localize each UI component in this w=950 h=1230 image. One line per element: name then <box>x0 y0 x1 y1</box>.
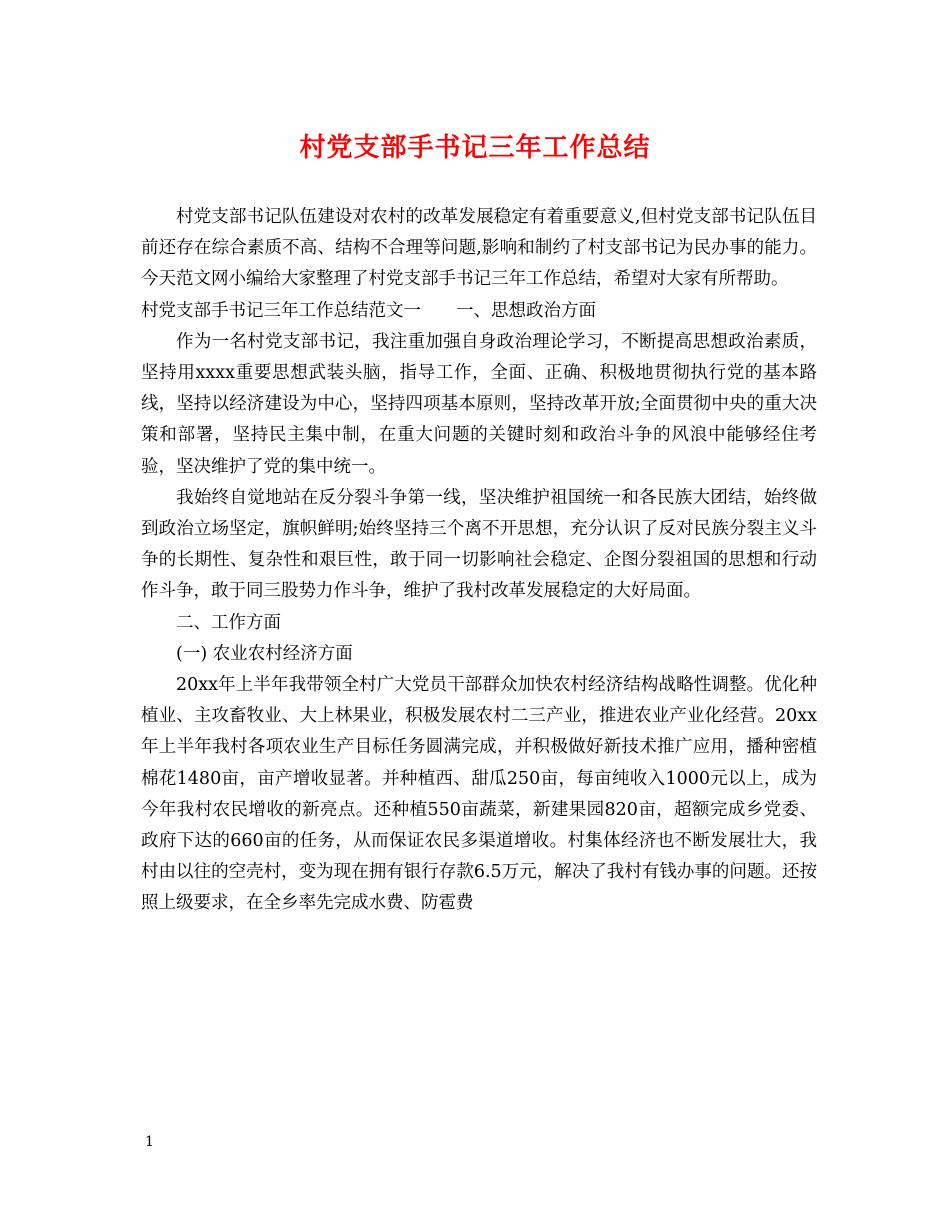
section-heading-work: 二、工作方面 <box>176 612 281 633</box>
subsection-heading-agriculture: (一) 农业农村经济方面 <box>176 643 353 664</box>
document-title: 村党支部手书记三年工作总结 <box>299 133 651 163</box>
paragraph-political-study: 作为一名村党支部书记，我注重加强自身政治理论学习，不断提高思想政治素质，坚持用xxxx重要思想武装头脑，指导工作，全面、正确、积极地贯彻执行党的基本路线，坚持以经济建设为中心，坚持四项基本原则，坚持改革开放;全面贯彻中央的重大决策和部署，坚持民主集中制，在重大问题的关键时刻和政治斗争的风浪中能够经住考验，坚决维护了党的集中统一。 <box>141 331 817 477</box>
paragraph-intro: 村党支部书记队伍建设对农村的改革发展稳定有着重要意义,但村党支部书记队伍目前还存在综合素质不高、结构不合理等问题,影响和制约了村支部书记为民办事的能力。今天范文网小编给大家整理了村党支部手书记三年工作总结，希望对大家有所帮助。 <box>141 207 817 290</box>
section-heading-line: 村党支部手书记三年工作总结范文一 一、思想政治方面 <box>141 300 596 321</box>
paragraph-agriculture: 20xx年上半年我带领全村广大党员干部群众加快农村经济结构战略性调整。优化种植业、主攻畜牧业、大上林果业，积极发展农村二三产业，推进农业产业化经营。20xx年上半年我村各项农业生产目标任务圆满完成，并积极做好新技术推广应用，播种密植棉花1480亩，亩产增收显著。并种植西、甜瓜250亩，每亩纯收入1000元以上，成为今年我村农民增收的新亮点。还种植550亩蔬菜，新建果园820亩，超额完成乡党委、政府下达的660亩的任务，从而保证农民多渠道增收。村集体经济也不断发展壮大，我村由以往的空壳村，变为现在拥有银行存款6.5万元，解决了我村有钱办事的问题。还按照上级要求，在全乡率先完成水费、防雹费 <box>141 675 817 914</box>
paragraph-anti-separatism: 我始终自觉地站在反分裂斗争第一线，坚决维护祖国统一和各民族大团结，始终做到政治立场坚定，旗帜鲜明;始终坚持三个离不开思想，充分认识了反对民族分裂主义斗争的长期性、复杂性和艰巨性，敢于同一切影响社会稳定、企图分裂祖国的思想和行动作斗争，敢于同三股势力作斗争，维护了我村改革发展稳定的大好局面。 <box>141 487 817 602</box>
document-body <box>141 202 817 920</box>
page-number: 1 <box>145 1134 154 1150</box>
